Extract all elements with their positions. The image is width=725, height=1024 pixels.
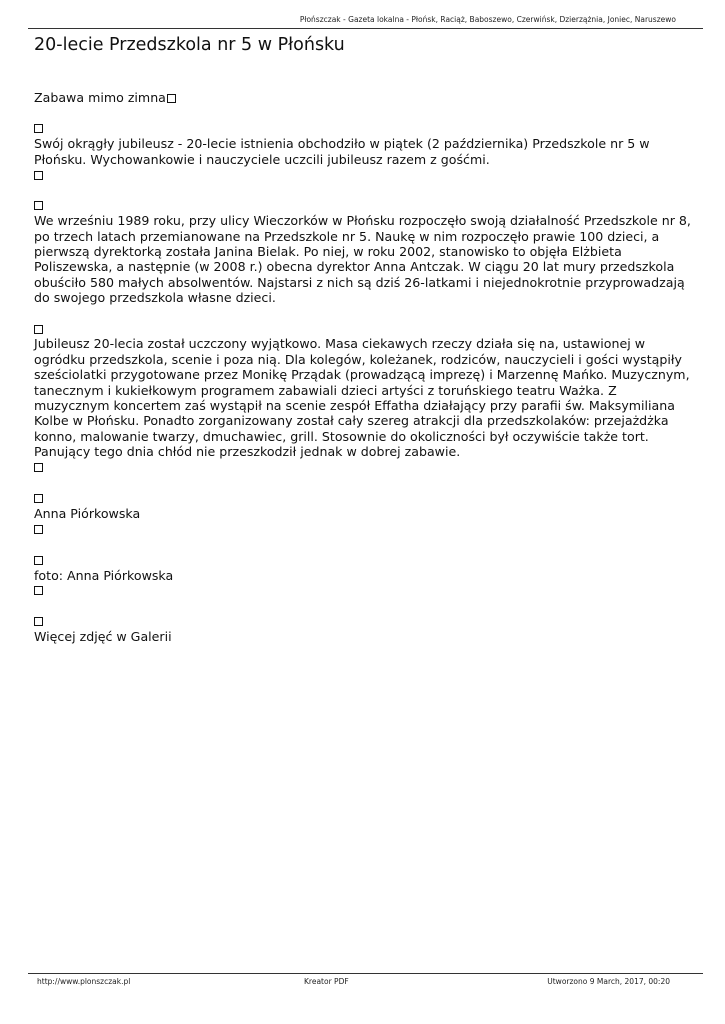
missing-glyph-box [34,171,43,180]
missing-glyph-box [167,94,176,103]
footer-created-date: Utworzono 9 March, 2017, 00:20 [547,977,670,986]
missing-glyph-line [34,614,694,629]
header-divider [28,28,703,29]
missing-glyph-line [34,491,694,506]
article-paragraph-2: We wrześniu 1989 roku, przy ulicy Wieczorków w Płońsku rozpoczęło swoją działalność Przedszkole nr 8, po trzech latach przemianowane na Przedszkole nr 5. Naukę w nim rozpoczęło prawie 100 dzieci, a pierwszą dyrektorką została Janina Bielak. Po niej, w roku 2002, stanowisko to objęła Elżbieta Poliszewska, a następnie (w 2008 r.) obecna dyrektor Anna Antczak. W ciągu 20 lat mury przedszkola obuściło 580 małych absolwentów. Najstarsi z nich są dziś 26-latkami i niejednokrotnie przyprowadzają do swojego przedszkola własne dzieci. [34,213,691,306]
footer-divider [28,973,703,974]
missing-glyph-box [34,556,43,565]
missing-glyph-line [34,121,694,136]
footer-generator: Kreator PDF [304,977,349,986]
missing-glyph-box [34,494,43,503]
missing-glyph-box [34,201,43,210]
footer-url[interactable]: http://www.plonszczak.pl [37,977,131,986]
missing-glyph-line [34,460,694,475]
article-paragraph-1: Swój okrągły jubileusz - 20-lecie istnienia obchodziło w piątek (2 października) Przedszkole nr 5 w Płońsku. Wychowankowie i nauczyciele uczcili jubileusz razem z gośćmi. [34,136,650,167]
missing-glyph-line [34,167,694,182]
article-body [34,90,694,645]
article-paragraph-3: Jubileusz 20-lecia został uczczony wyjątkowo. Masa ciekawych rzeczy działa się na, ustawionej w ogródku przedszkola, scenie i poza nią. Dla kolegów, koleżanek, rodziców, nauczycieli i gości wystąpiły sześciolatki przygotowane przez Monikę Prządak (prowadzącą imprezę) i Marzennę Mańko. Muzycznym, tanecznym i kukiełkowym programem zabawiali dzieci artyści z toruńskiego teatru Ważka. Z muzycznym koncertem zaś wystąpił na scenie zespół Effatha działający przy parafii św. Maksymiliana Kolbe w Płońsku. Ponadto zorganizowany został cały szereg atrakcji dla przedszkolaków: przejażdżka konno, malowanie twarzy, dmuchawiec, grill. Stosownie do okoliczności był oczywiście także tort. Panujący tego dnia chłód nie przeszkodził jednak w dobrej zabawie. [34,336,690,460]
missing-glyph-line [34,321,694,336]
missing-glyph-box [34,617,43,626]
missing-glyph-box [34,525,43,534]
missing-glyph-line [34,552,694,567]
missing-glyph-box [34,586,43,595]
missing-glyph-box [34,124,43,133]
photo-credit: foto: Anna Piórkowska [34,567,174,583]
article-title: 20-lecie Przedszkola nr 5 w Płońsku [34,35,345,55]
missing-glyph-line [34,521,694,536]
gallery-link[interactable]: Więcej zdjęć w Galerii [34,629,172,645]
article-lead: Zabawa mimo zimna [34,90,166,105]
missing-glyph-box [34,463,43,472]
missing-glyph-box [34,325,43,334]
lead-line [34,90,694,105]
missing-glyph-line [34,583,694,598]
article-author: Anna Piórkowska [34,505,141,521]
page-header-text: Płońszczak - Gazeta lokalna - Płońsk, Raciąż, Baboszewo, Czerwińsk, Dzierzążnia, Joniec, Naruszewo [299,15,676,24]
missing-glyph-line [34,198,694,213]
